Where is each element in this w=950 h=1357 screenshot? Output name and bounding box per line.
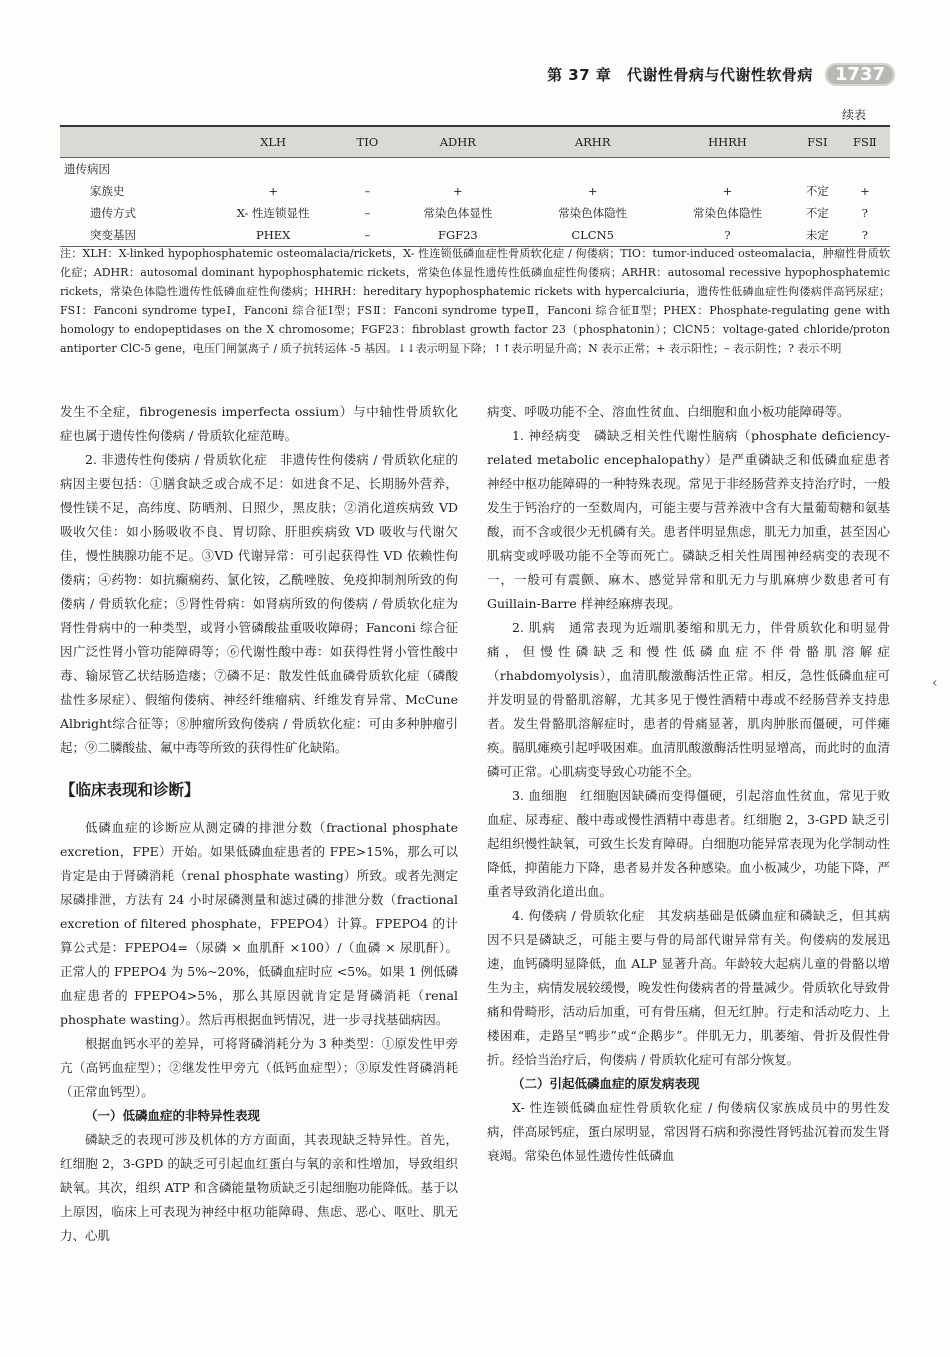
paragraph: 4. 佝偻病 / 骨质软化症 其发病基础是低磷血症和磷缺乏，但其病因不只是磷缺乏，可能主要与骨的局部代谢异常有关。佝偻病的发展迅速，血钙磷明显降低，血 ALP 显著升高。年龄较大起病儿童的骨骼以增生为主，病情发展较缓慢，晚发性佝偻病者的骨量减少。骨质软化导致骨痛和骨畸形，活动后加重，可有骨压痛，但无红肿。行走和活动吃力、上楼困难，走路呈“鸭步”或“企鹅步”。伴肌无力，肌萎缩、骨折及假性骨折。经恰当治疗后，佝偻病 / 骨质软化症可有部分恢复。 <box>487 908 890 1067</box>
table-header-cell: TIO <box>344 126 390 158</box>
table-cell: PHEX <box>202 224 344 247</box>
table-cell: FGF23 <box>390 224 525 247</box>
paragraph: 2. 非遗传性佝偻病 / 骨质软化症 非遗传性佝偻病 / 骨质软化症的病因主要包括：①膳食缺乏或合成不足：如进食不足、长期肠外营养，慢性镁不足，高纬度、防晒剂、日照少，黑皮肤；②消化道疾病致 VD 吸收欠佳：如小肠吸收不良、胃切除、肝胆疾病致 VD 吸收与代谢欠佳，慢性胰腺功能不足。③VD 代谢异常：可引起获得性 VD 依赖性佝偻病；④药物：如抗癫痫药、氯化铵，乙酰唑胺、免疫抑制剂所致的佝偻病 / 骨质软化症；⑤肾性骨病：如肾病所致的佝偻病 / 骨质软化症为肾性骨病中的一种类型，或肾小管磷酸盐重吸收障碍；Fanconi 综合征因广泛性肾小管功能障碍等；⑥代谢性酸中毒：如获得性肾小管性酸中毒、输尿管乙状结肠造瘘；⑦磷不足：散发性低血磷骨质软化症（磷酸盐性多尿症）、假缩佝偻病、神经纤维瘤病、纤维发育异常、McCune Albright综合征等；⑧肿瘤所致佝偻病 / 骨质软化症：可由多种肿瘤引起；⑨二膦酸盐、氟中毒等所致的获得性矿化缺陷。 <box>60 452 458 755</box>
table-continued-label: 续表 <box>842 108 867 122</box>
sub-heading: （二）引起低磷血症的原发病表现 <box>512 1076 700 1091</box>
page-header <box>540 58 895 90</box>
table-row <box>60 180 890 202</box>
table-header-row <box>60 126 890 158</box>
paragraph: 发生不全症，fibrogenesis imperfecta ossium）与中轴性骨质软化症也属于遗传性佝偻病 / 骨质软化症范畴。 <box>60 404 458 443</box>
comparison-table <box>60 125 890 247</box>
paragraph: 低磷血症的诊断应从测定磷的排泄分数（fractional phosphate excretion，FPE）开始。如果低磷血症患者的 FPE>15%，那么可以肯定是由于肾磷消耗（renal phosphate wasting）所致。或者先测定尿磷排泄，方法有 24 小时尿磷测量和滤过磷的排泄分数（fractional excretion of filtered phosphate，FPEPO4）计算。FPEPO4 的计算公式是：FPEPO4=（尿磷 × 血肌酐 ×100）/（血磷 × 尿肌酐）。正常人的 FPEPO4 为 5%~20%，低磷血症时应 <5%。如果 1 例低磷血症患者的 FPEPO4>5%，那么其原因就肯定是肾磷消耗（renal phosphate wasting）。然后再根据血钙情况，进一步寻找基础病因。 <box>60 820 459 1027</box>
chapter-title: 第 37 章 代谢性骨病与代谢性软骨病 <box>547 65 813 84</box>
table-cell: 常染色体显性 <box>423 206 493 220</box>
table-note: 注：XLH：X-linked hypophosphatemic osteomalacia/rickets，X- 性连锁低磷血症性骨质软化症 / 佝偻病；TIO：tumor-induced osteomalacia，肿瘤性骨质软化症；ADHR：autosomal dominant hypophosphatemic rickets，常染色体显性遗传性低磷血症性佝偻病；ARHR：autosomal recessive hypophosphatemic rickets，常染色体隐性遗传性低磷血症性佝偻病；HHRH：hereditary hypophosphatemic rickets with hypercalciuria，遗传性低磷血症性佝偻病伴高钙尿症；FSⅠ：Fanconi syndrome typeⅠ，Fanconi 综合征Ⅰ型；FSⅡ：Fanconi syndrome typeⅡ，Fanconi 综合征Ⅱ型；PHEX：Phosphate-regulating gene with homology to endopeptidases on the X chromosome；FGF23：fibroblast growth factor 23（phosphatonin）；ClCN5：voltage-gated chloride/proton antiporter ClC-5 gene，电压门闸氯离子 / 质子抗转运体 -5 基因。↓↓表示明显下降；↑↑表示明显升高；N 表示正常；+ 表示阳性；– 表示阴性；? 表示不明 <box>60 247 890 355</box>
margin-mark: ‹ <box>932 675 938 691</box>
table-header-cell: HHRH <box>660 126 795 158</box>
paragraph: 病变、呼吸功能不全、溶血性贫血、白细胞和血小板功能障碍等。 <box>487 404 850 419</box>
right-column <box>487 400 890 1168</box>
table-cell: 未定 <box>795 224 840 247</box>
paragraph: 磷缺乏的表现可涉及机体的方方面面，其表现缺乏特异性。首先，红细胞 2，3-GPD 的缺乏可引起血红蛋白与氧的亲和性增加，导致组织缺氧。其次，组织 ATP 和含磷能量物质缺乏引起细胞功能降低。基于以上原因，临床上可表现为神经中枢功能障碍、焦虑、恶心、呕吐、肌无力、心肌 <box>60 1132 458 1243</box>
table-cell <box>525 158 660 181</box>
table-cell <box>202 158 344 181</box>
table-cell: X- 性连锁显性 <box>236 206 310 220</box>
paragraph: 2. 肌病 通常表现为近端肌萎缩和肌无力，伴骨质软化和明显骨痛，但慢性磷缺乏和慢性低磷血症不伴骨骼肌溶解症（rhabdomyolysis），血清肌酸激酶活性正常。相反，急性低磷血症可并发明显的骨骼肌溶解，尤其多见于慢性酒精中毒或不经肠营养支持患者。发生骨骼肌溶解症时，患者的骨痛显著，肌肉肿胀而僵硬，可伴瘫痪。膈肌瘫痪引起呼吸困难。血清肌酸激酶活性明显增高，而此时的血清磷可正常。心肌病变导致心功能不全。 <box>487 620 890 779</box>
paragraph: X- 性连锁低磷血症性骨质软化症 / 佝偻病仅家族成员中的男性发病，伴高尿钙症，蛋白尿明显，常因肾石病和弥漫性肾钙盐沉着而发生肾衰竭。常染色体显性遗传性低磷血 <box>487 1100 890 1163</box>
table-cell: + <box>722 184 733 198</box>
table-cell: 不定 <box>805 184 829 198</box>
table-cell: + <box>860 184 870 198</box>
table-cell: + <box>587 184 598 198</box>
sub-heading: （一）低磷血症的非特异性表现 <box>85 1108 261 1123</box>
table-cell <box>795 158 840 181</box>
table-cell <box>390 158 525 181</box>
table-cell <box>840 158 890 181</box>
table-cell: 不定 <box>805 206 829 220</box>
table-cell: 常染色体隐性 <box>558 206 628 220</box>
table-cell: + <box>453 184 463 198</box>
table-cell: ? <box>840 224 890 247</box>
table-header-cell: ADHR <box>390 126 525 158</box>
row-label: 家族史 <box>90 184 125 198</box>
table-header-cell: FSⅡ <box>840 126 890 158</box>
page-number: 1737 <box>825 63 895 86</box>
table-cell: ? <box>660 224 795 247</box>
row-label: 遗传病因 <box>64 162 110 176</box>
table-cell: CLCN5 <box>525 224 660 247</box>
table-header-cell: XLH <box>202 126 344 158</box>
table-cell <box>660 158 795 181</box>
table-cell: 常染色体隐性 <box>692 206 762 220</box>
table-cell: ? <box>861 206 868 220</box>
table-row <box>60 202 890 224</box>
paragraph: 根据血钙水平的差异，可将肾磷消耗分为 3 种类型：①原发性甲旁亢（高钙血症型）；②继发性甲旁亢（低钙血症型）；③原发性肾磷消耗（正常血钙型）。 <box>60 1036 458 1099</box>
table-header-cell <box>60 126 202 158</box>
paragraph: 3. 血细胞 红细胞因缺磷而变得僵硬，引起溶血性贫血，常见于败血症、尿毒症、酸中毒或慢性酒精中毒患者。红细胞 2，3-GPD 缺乏引起组织慢性缺氧，可致生长发育障碍。白细胞功能异常表现为化学制动性降低，抑菌能力下降，患者易并发各种感染。血小板减少，功能下降，严重者导致消化道出血。 <box>487 788 890 899</box>
table-header-cell: ARHR <box>525 126 660 158</box>
table-cell: – <box>364 206 371 220</box>
paragraph: 1. 神经病变 磷缺乏相关性代谢性脑病（phosphate deficiency-related metabolic encephalopathy）是严重磷缺乏和低磷血症患者神经中枢功能障碍的一种特殊表现。常见于非经肠营养支持治疗时，一般发生于钙治疗的一至数周内，可能主要与营养液中含有大量葡萄糖和氨基酸，而不含或很少无机磷有关。患者伴明显焦虑，肌无力加重，甚至因心肌病变或呼吸功能不全等而死亡。磷缺乏相关性周围神经病变的表现不一，一般可有震颤、麻木、感觉异常和肌无力与肌麻痹少数患者可有 Guillain-Barre 样神经麻痹表现。 <box>487 428 890 611</box>
table-cell: + <box>268 184 278 198</box>
table-row <box>60 158 890 181</box>
row-label: 突变基因 <box>60 224 202 247</box>
table-cell: – <box>344 224 390 247</box>
section-heading: 【临床表现和诊断】 <box>60 781 200 799</box>
table-cell: – <box>364 184 371 198</box>
left-column <box>60 400 458 1248</box>
row-label: 遗传方式 <box>90 206 136 220</box>
table-header-cell: FSⅠ <box>795 126 840 158</box>
table-cell <box>344 158 390 181</box>
